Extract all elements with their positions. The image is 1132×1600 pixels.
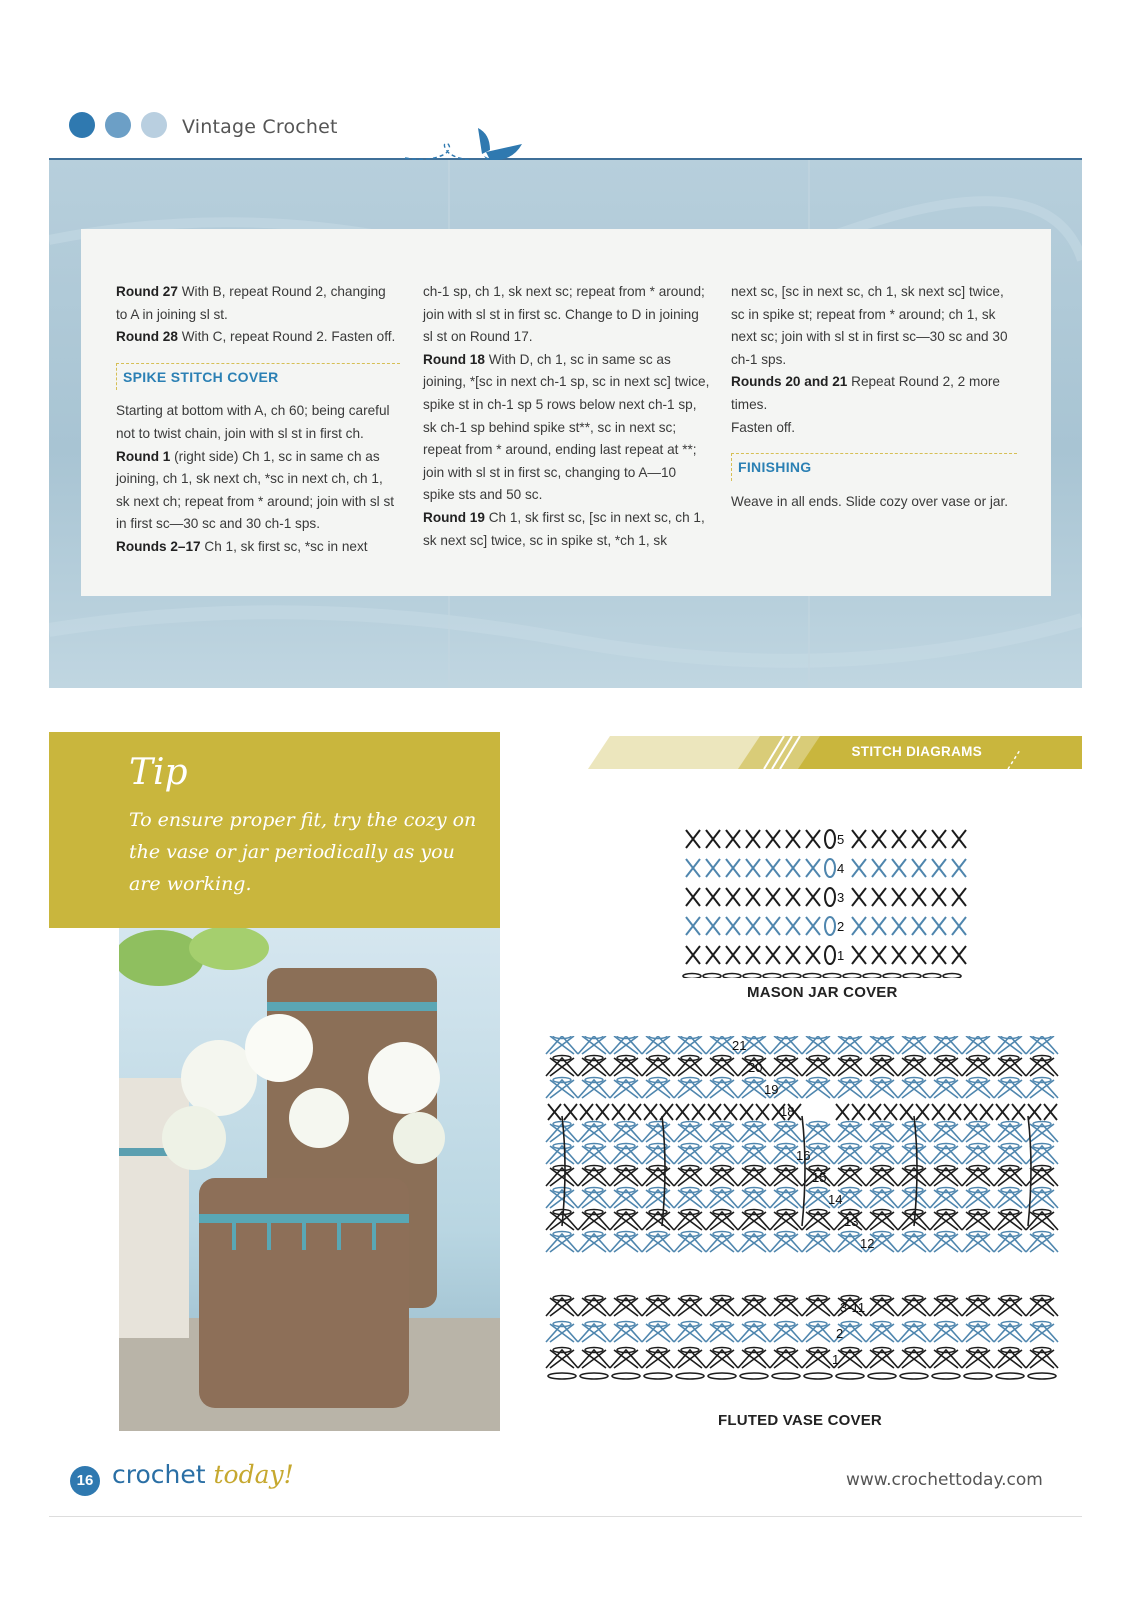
mason-row-label: 3 <box>837 890 845 905</box>
spike-intro: Starting at bottom with A, ch 60; being careful not to twist chain, join with sl st in first ch. <box>116 403 390 441</box>
fluted-row-15 <box>546 1166 1058 1187</box>
mason-row-label: 5 <box>837 832 845 847</box>
fluted-row-14 <box>546 1188 1058 1209</box>
tip-box <box>49 732 500 928</box>
fluted-row-20 <box>546 1056 1058 1077</box>
mason-row-label: 4 <box>837 861 845 876</box>
mason-row-3 <box>686 888 966 906</box>
round-19: Round 19 Ch 1, sk first sc, [sc in next sc, ch 1, sk next sc] twice, sc in spike st, *ch 1, sk <box>423 509 705 548</box>
header-dot-mid <box>105 112 131 138</box>
finishing-heading: FINISHING <box>731 453 1017 481</box>
stitch-diagrams-banner <box>588 736 1082 769</box>
fluted-lower-row-1 <box>546 1348 1058 1369</box>
header-dot-light <box>141 112 167 138</box>
tip-title: Tip <box>129 752 188 793</box>
fluted-row-19 <box>546 1078 1058 1099</box>
mason-row-5 <box>686 830 966 848</box>
spike-stitch-heading: SPIKE STITCH COVER <box>116 363 400 391</box>
banner-shape <box>588 736 1082 769</box>
fluted-row-label: 21 <box>732 1038 747 1053</box>
fluted-vase-diagram <box>542 1036 1074 1416</box>
tip-text: To ensure proper fit, try the cozy on the vase or jar periodically as you are working. <box>129 809 477 895</box>
fluted-row-label: 15 <box>812 1170 827 1185</box>
fluted-row-label: 19 <box>764 1082 779 1097</box>
rounds-20-21: Rounds 20 and 21 Repeat Round 2, 2 more times. <box>731 374 1000 412</box>
mason-row-2 <box>686 917 966 935</box>
mason-row-1 <box>686 946 966 964</box>
footer-rule <box>49 1516 1082 1517</box>
fluted-vase-caption: FLUTED VASE COVER <box>718 1412 882 1429</box>
fluted-lower-row-label: 1 <box>832 1352 840 1367</box>
round-1: Round 1 (right side) Ch 1, sc in same ch as joining, ch 1, sk next ch, *sc in next ch, ch 1, sk next ch; repeat from * around; join with sl st in first sc—30 sc and 30 ch-1 sps. <box>116 448 395 532</box>
rounds-2-17: Rounds 2–17 Ch 1, sk first sc, *sc in next <box>116 538 368 554</box>
round-27: Round 27 With B, repeat Round 2, changing to A in joining sl st. <box>116 284 386 322</box>
fluted-row-label: 12 <box>860 1236 875 1251</box>
finishing-text: Weave in all ends. Slide cozy over vase or jar. <box>731 493 1009 509</box>
instructions-panel <box>81 229 1051 596</box>
rounds-2-17-cont: ch-1 sp, ch 1, sk next sc; repeat from * around; join with sl st in first sc. Change to D in joining sl st on Round 17. <box>423 284 705 345</box>
section-title: Vintage Crochet <box>182 116 338 138</box>
mason-foundation-chain <box>683 974 961 979</box>
fluted-lower-row-label: 2 <box>836 1326 844 1341</box>
mason-row-label: 1 <box>837 948 845 963</box>
photo-illustration <box>119 928 500 1431</box>
fluted-row-label: 14 <box>828 1192 843 1207</box>
vase-photo <box>119 928 500 1431</box>
header-dot-dark <box>69 112 95 138</box>
page-number: 16 <box>70 1466 100 1496</box>
fluted-row-spike <box>546 1122 1058 1143</box>
round-18: Round 18 With D, ch 1, sc in same sc as joining, *[sc in next ch-1 sp, sc in next sc] twice, spike st in ch-1 sp 5 rows below next ch-1 sp, sk ch-1 sp behind spike st**, sc in next sc; repeat from * around, ending last repeat at **; join with sl st in first sc, changing to A—10 spike sts and 50 sc. <box>423 351 710 503</box>
round-28: Round 28 With C, repeat Round 2. Fasten off. <box>116 329 396 345</box>
fluted-lower-row-2 <box>546 1322 1058 1343</box>
mason-jar-caption: MASON JAR COVER <box>747 984 898 1001</box>
fluted-row-label: 18 <box>780 1104 795 1119</box>
fluted-row-label: 13 <box>844 1214 859 1229</box>
fluted-lower-row-label: 3-11 <box>840 1300 866 1315</box>
mason-row-label: 2 <box>837 919 845 934</box>
round-19-cont: next sc, [sc in next sc, ch 1, sk next sc] twice, sc in spike st; repeat from * around; ch 1, sk next sc; join with sl st in first sc—30 sc and 30 ch-1 sps. <box>731 284 1008 367</box>
instructions-col-1 <box>116 281 400 559</box>
brand-logo: crochet today! <box>112 1460 294 1489</box>
stitch-diagrams-label: STITCH DIAGRAMS <box>851 744 982 759</box>
mason-row-4 <box>686 859 966 877</box>
instructions-col-3 <box>731 281 1017 513</box>
instructions-col-2 <box>423 281 711 552</box>
mason-jar-diagram <box>680 818 980 978</box>
website-url[interactable]: www.crochettoday.com <box>846 1470 1043 1490</box>
fluted-foundation-chain <box>548 1373 1056 1379</box>
fluted-row-label: 20 <box>748 1060 763 1075</box>
fluted-lower-row-3-11 <box>546 1296 1058 1317</box>
fluted-row-21 <box>546 1036 1058 1054</box>
fluted-row-label: 16 <box>796 1148 811 1163</box>
fasten-off: Fasten off. <box>731 419 795 435</box>
fluted-row-12 <box>546 1232 1058 1253</box>
